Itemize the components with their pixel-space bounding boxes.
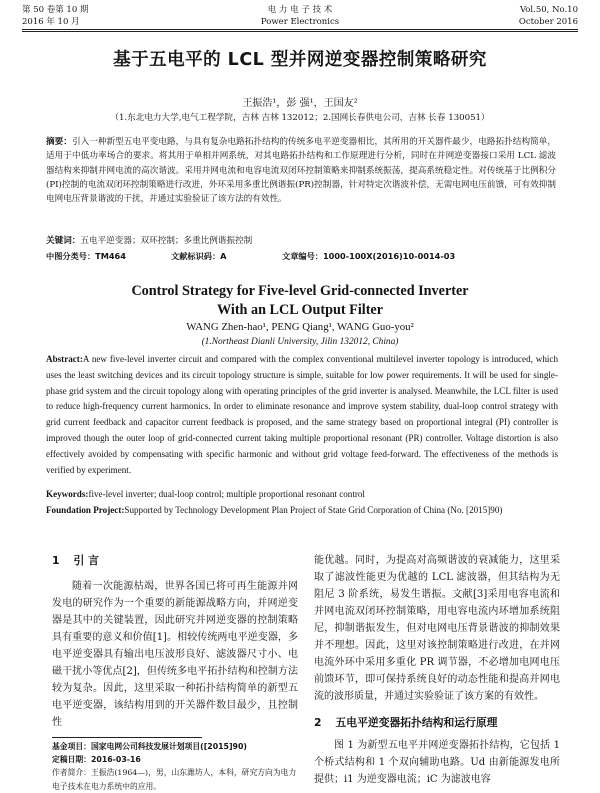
keywords-label-cn: 关键词： (46, 236, 81, 246)
abstract-label-en: Abstract: (46, 354, 83, 364)
header-rule-double (22, 31, 578, 32)
abstract-cn (46, 135, 556, 206)
section-1-heading (52, 552, 298, 569)
title-en-line2: With an LCL Output Filter (216, 302, 384, 318)
section-2-title: 五电平逆变器拓扑结构和运行原理 (335, 716, 498, 729)
affiliation-en: (1.Northeast Dianli University, Jilin 132012, China) (201, 337, 399, 347)
volume-en: Vol.50, No.10 (519, 5, 578, 15)
keywords-cn (46, 235, 556, 248)
section-1-title: 引 言 (73, 554, 99, 567)
authors-en: WANG Zhen-hao¹, PENG Qiang¹, WANG Guo-you² (186, 321, 414, 333)
keywords-text-en: five-level inverter; dual-loop control; multiple proportional resonant control (88, 489, 365, 499)
right-paragraph: 能优越。同时，为提高对高频谐波的衰减能力，这里采取了滤波性能更为优越的 LCL 滤波器，但其结构为无阻尼 3 阶系统，易发生谐振。文献[3]采用电容电流和并网电流双闭环控制策略，用电容电流内环增加系统阻尼，抑制谐振发生，但对电网电压背景谐波的抑制效果并不理想。因此，这里对该控制策略进行改进，在并网电流外环中采用多重化 PR 调节器，不必增加电网电压前馈环节，即可保持系统良好的动态性能和提高并网电流的波形质量，并通过实验验证了该方案的有效性。 (314, 555, 560, 702)
keywords-text-cn: 五电平逆变器；双环控制；多重比例谐振控制 (80, 236, 253, 246)
section-1-number: 1 (52, 554, 60, 567)
footnote-received: 定稿日期：2016-03-16 (52, 755, 141, 765)
footnotes (52, 740, 302, 793)
footnote-author: 作者简介：王振浩(1964—)，男，山东潍坊人，本科，研究方向为电力电子技术在电力系统中的应用。 (52, 768, 297, 791)
abstract-label-cn: 摘要： (46, 137, 72, 147)
clc-number: 中图分类号：TM464 (46, 251, 126, 261)
foundation-label-en: Foundation Project: (46, 505, 125, 515)
keywords-en (46, 487, 558, 502)
header-right (519, 4, 578, 28)
abstract-text-en: A new five-level inverter circuit and compared with the complex conventional multilevel inverter topology is introduced, which uses the least switching devices and its circuit topology structure is simple, suitable for low power requirements. It will be used for single-phase grid system and the circuit topology along with operating principles of the grid inverter is analysed. Meanwhile, the LCL filter is used to reduce high-frequency current harmonics. In order to eliminate resonance and improve system stability, dual-loop control strategy with grid current feedback and capacitor current feedback is proposed, and the same strategy based on proportional integral (PI) controller is improved though the outer loop of grid-connected current taking multiple proportional resonant (PR) controller. Voltage distortion is also effectively avoided by compensating with specific harmonic and without grid voltage feed-forward. The effectiveness of the methods is verified by experiment. (46, 354, 558, 475)
section-2-number: 2 (314, 716, 322, 729)
authors-cn: 王振浩¹，彭 强¹，王国友² (242, 98, 358, 109)
abstract-en (46, 352, 558, 478)
article-number: 文章编号：1000-100X(2016)10-0014-03 (282, 251, 456, 261)
foundation-en (46, 503, 558, 518)
body-left-column (52, 552, 298, 731)
footnote-rule (52, 737, 202, 738)
paper-title-en (0, 282, 600, 320)
section-2-heading (314, 714, 560, 731)
paper-title-cn: 基于五电平的 LCL 型并网逆变器控制策略研究 (113, 50, 487, 70)
date-cn: 2016 年 10 月 (22, 17, 80, 27)
body-right-column (314, 552, 560, 788)
journal-cn: 电 力 电 子 技 术 (267, 5, 333, 15)
abstract-text-cn: 引入一种新型五电平变电路，与具有复杂电路拓扑结构的传统多电平逆变器相比，其所用的开关器件最少，电路拓扑结构简单，适用于中低功率场合的要求。将其用于单相并网系统，对其电路拓扑结构和工作原理进行分析，同时在并网逆变器接口采用 LCL 滤波器结构来抑制并网电流的高次谐波。采用并网电流和电容电流双闭环控制策略来抑制系统振荡，提高系统稳定性。对传统基于比例积分(PI)控制的电流双闭环控制策略进行改进，外环采用多重比例谐振(PR)控制器，针对特定次谐波补偿，无需电网电压前馈，可有效抑制电网电压背景谐波的干扰，并通过实验验证了该方法的有效性。 (46, 137, 556, 205)
section-1-paragraph: 随着一次能源枯竭，世界各国已将可再生能源并网发电的研究作为一个重要的新能源战略方向，并网逆变器是其中的关键装置，因此研究并网逆变器的控制策略具有重要的意义和价值[1]。相较传统两电平逆变器，多电平逆变器具有输出电压波形良好、滤波器尺寸小、电磁干扰小等优点[2]，但传统多电平拓扑结构和控制方法较为复杂。因此，这里采取一种拓扑结构简单的新型五电平逆变器，该结构用到的开关器件数目最少，且控制性 (52, 581, 298, 728)
header-rule (22, 29, 578, 30)
footnote-fund: 基金项目：国家电网公司科技发展计划项目([2015]90) (52, 742, 247, 751)
foundation-text-en: Supported by Technology Development Plan Project of State Grid Corporation of China (No. [2015]90) (124, 505, 503, 515)
affiliation-cn: （1.东北电力大学,电气工程学院，吉林 吉林 132012；2.国网长春供电公司，吉林 长春 130051） (110, 113, 490, 123)
section-2-paragraph: 图 1 为新型五电平并网逆变器拓扑结构，它包括 1 个桥式结构和 1 个双向辅助电路。Ud 由新能源发电所提供；i1 为逆变器电流；iC 为滤波电容 (314, 740, 560, 785)
header-center (22, 4, 578, 28)
title-en-line1: Control Strategy for Five-level Grid-connected Inverter (131, 283, 469, 299)
keywords-label-en: Keywords: (46, 489, 89, 499)
date-en: October 2016 (518, 17, 578, 27)
volume-cn: 第 50 卷第 10 期 (22, 5, 89, 15)
running-header (22, 4, 578, 30)
journal-en: Power Electronics (260, 17, 340, 27)
document-code: 文献标识码：A (171, 251, 227, 261)
